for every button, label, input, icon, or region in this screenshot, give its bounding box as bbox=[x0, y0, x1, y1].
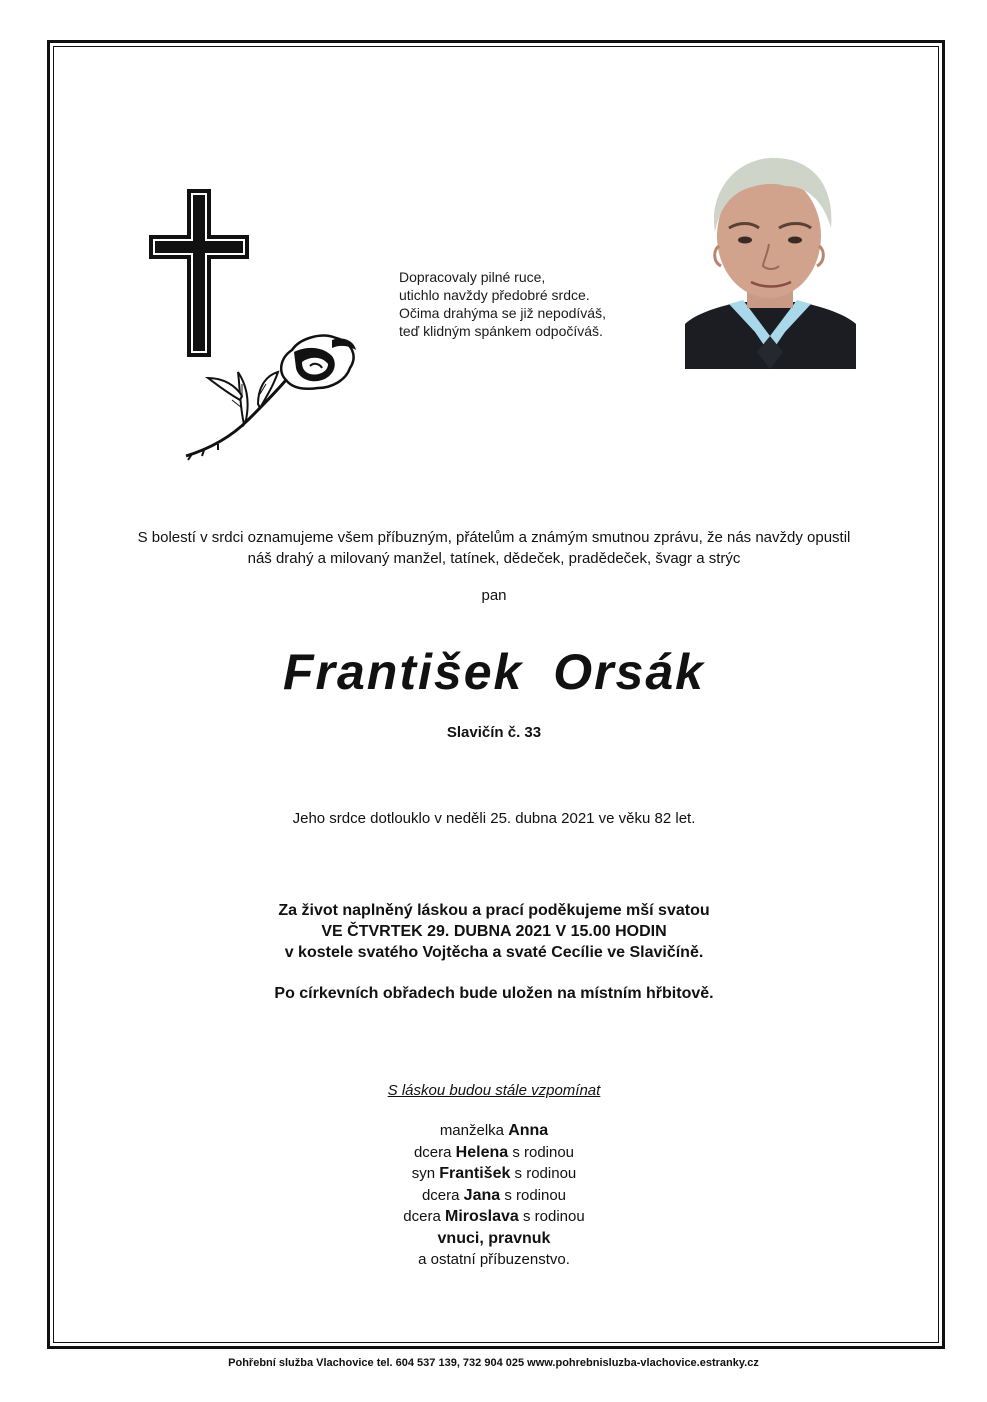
poem-line: teď klidným spánkem odpočíváš. bbox=[399, 323, 603, 339]
mourner-entry bbox=[60, 1120, 928, 1142]
funeral-line: Za život naplněný láskou a prací poděkujeme mší svatou bbox=[278, 902, 710, 919]
announcement bbox=[60, 527, 928, 569]
rose-icon bbox=[182, 328, 362, 464]
mourners-heading: S láskou budou stále vzpomínat bbox=[387, 1082, 601, 1099]
mourner-relation: manželka bbox=[439, 1122, 505, 1139]
mourner-suffix: s rodinou bbox=[504, 1186, 567, 1204]
mourner-suffix: s rodinou bbox=[512, 1143, 575, 1161]
mourner-entry bbox=[60, 1185, 928, 1207]
portrait-photo bbox=[685, 154, 856, 369]
mourners-list bbox=[60, 1120, 928, 1271]
poem-line: utichlo navždy předobré srdce. bbox=[399, 287, 590, 303]
announcement-line: náš drahý a milovaný manžel, tatínek, dědeček, pradědeček, švagr a strýc bbox=[247, 550, 741, 567]
mourner-name: Miroslava bbox=[445, 1208, 519, 1225]
closing-line: a ostatní příbuzenstvo. bbox=[418, 1251, 570, 1268]
mourner-suffix: s rodinou bbox=[522, 1208, 585, 1225]
mourner-name: František bbox=[439, 1165, 511, 1182]
mourner-relation: syn bbox=[411, 1165, 436, 1182]
announcement-line: S bolestí v srdci oznamujeme všem příbuzným, přátelům a známým smutnou zprávu, že nás navždy opustil bbox=[137, 529, 851, 546]
mourner-entry bbox=[60, 1206, 928, 1228]
poem-line: Dopracovaly pilné ruce, bbox=[399, 269, 546, 285]
deceased-name: František Orsák bbox=[283, 644, 705, 700]
mourner-entry bbox=[60, 1163, 928, 1185]
mourner-entry bbox=[60, 1228, 928, 1250]
mourner-entry bbox=[60, 1142, 928, 1164]
poem-line: Očima drahýma se již nepodíváš, bbox=[399, 305, 606, 321]
death-notice: Jeho srdce dotlouklo v neděli 25. dubna 2021 ve věku 82 let. bbox=[292, 810, 696, 827]
funeral-date: VE ČTVRTEK 29. DUBNA 2021 V 15.00 HODIN bbox=[321, 923, 667, 940]
title-word: pan bbox=[481, 587, 507, 604]
funeral-info bbox=[60, 900, 928, 963]
mourner-relation: dcera bbox=[421, 1186, 460, 1204]
poem bbox=[399, 268, 659, 340]
mourner-name: Anna bbox=[508, 1122, 549, 1139]
burial-info: Po církevních obřadech bude uložen na místním hřbitově. bbox=[274, 985, 714, 1002]
funeral-service-footer: Pohřební služba Vlachovice tel. 604 537 139, 732 904 025 www.pohrebnisluzba-vlachovice.estranky.cz bbox=[228, 1357, 759, 1369]
mourner-name: vnuci, pravnuk bbox=[437, 1229, 551, 1247]
address: Slavičín č. 33 bbox=[446, 724, 542, 741]
mourner-suffix: s rodinou bbox=[514, 1165, 577, 1182]
mourner-relation: dcera bbox=[403, 1208, 441, 1225]
funeral-place: v kostele svatého Vojtěcha a svaté Cecílie ve Slavičíně. bbox=[284, 944, 704, 961]
mourner-name: Helena bbox=[455, 1143, 509, 1161]
mourner-relation: dcera bbox=[413, 1143, 452, 1161]
mourner-name: Jana bbox=[463, 1186, 501, 1204]
